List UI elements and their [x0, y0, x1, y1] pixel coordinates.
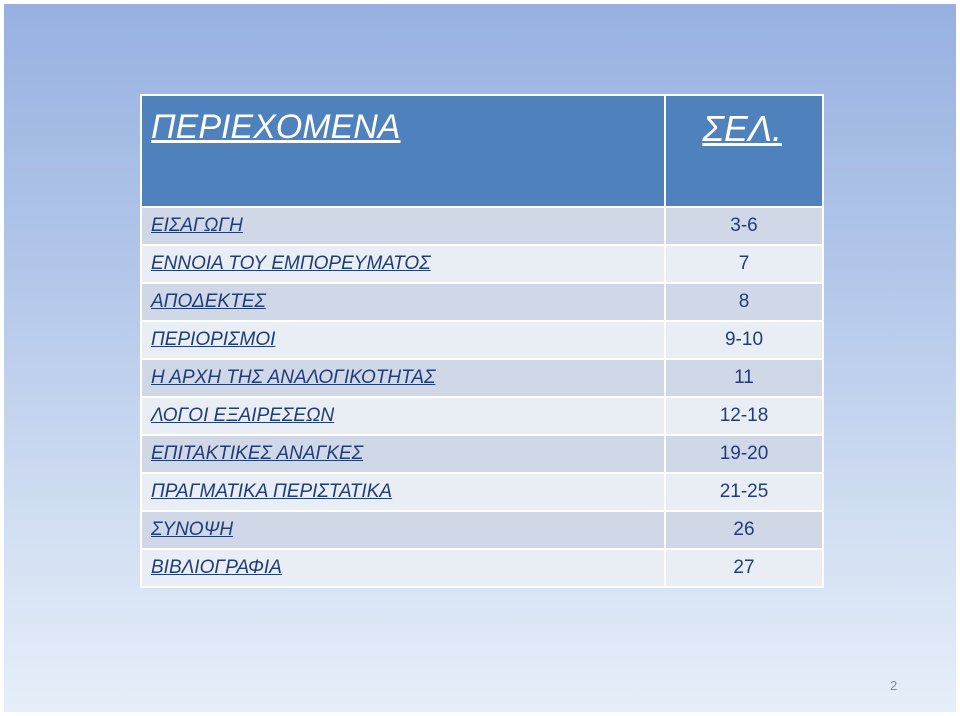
- table-row: [141, 245, 823, 283]
- table-row: [141, 435, 823, 473]
- page-number: 11: [665, 359, 823, 397]
- toc-link[interactable]: ΕΝΝΟΙΑ ΤΟΥ ΕΜΠΟΡΕΥΜΑΤΟΣ: [141, 245, 665, 283]
- toc-link[interactable]: ΑΠΟΔΕΚΤΕΣ: [141, 283, 665, 321]
- page-header[interactable]: ΣΕΛ.: [665, 95, 823, 207]
- toc-link[interactable]: ΠΡΑΓΜΑΤΙΚΑ ΠΕΡΙΣΤΑΤΙΚΑ: [141, 473, 665, 511]
- toc-link[interactable]: ΛΟΓΟΙ ΕΞΑΙΡΕΣΕΩΝ: [141, 397, 665, 435]
- page-number: 12-18: [665, 397, 823, 435]
- page-number: 19-20: [665, 435, 823, 473]
- contents-header[interactable]: ΠΕΡΙΕΧΟΜΕΝΑ: [141, 95, 665, 207]
- toc-link[interactable]: ΕΙΣΑΓΩΓΗ: [141, 207, 665, 245]
- page-number: 9-10: [665, 321, 823, 359]
- table-row: [141, 511, 823, 549]
- toc-link[interactable]: Η ΑΡΧΗ ΤΗΣ ΑΝΑΛΟΓΙΚΟΤΗΤΑΣ: [141, 359, 665, 397]
- toc-link[interactable]: ΣΥΝΟΨΗ: [141, 511, 665, 549]
- table-row: [141, 359, 823, 397]
- table-row: [141, 283, 823, 321]
- page-number: 26: [665, 511, 823, 549]
- slide-number: 2: [890, 678, 898, 693]
- table-row: [141, 397, 823, 435]
- slide: [4, 4, 956, 712]
- table-row: [141, 207, 823, 245]
- page-number: 27: [665, 549, 823, 587]
- table-row: [141, 321, 823, 359]
- page-number: 3-6: [665, 207, 823, 245]
- page-number: 8: [665, 283, 823, 321]
- page-number: 7: [665, 245, 823, 283]
- contents-table: [140, 94, 824, 588]
- table-header-row: [141, 95, 823, 207]
- toc-link[interactable]: ΒΙΒΛΙΟΓΡΑΦΙΑ: [141, 549, 665, 587]
- toc-link[interactable]: ΠΕΡΙΟΡΙΣΜΟΙ: [141, 321, 665, 359]
- page-number: 21-25: [665, 473, 823, 511]
- table-row: [141, 549, 823, 587]
- table-row: [141, 473, 823, 511]
- toc-link[interactable]: ΕΠΙΤΑΚΤΙΚΕΣ ΑΝΑΓΚΕΣ: [141, 435, 665, 473]
